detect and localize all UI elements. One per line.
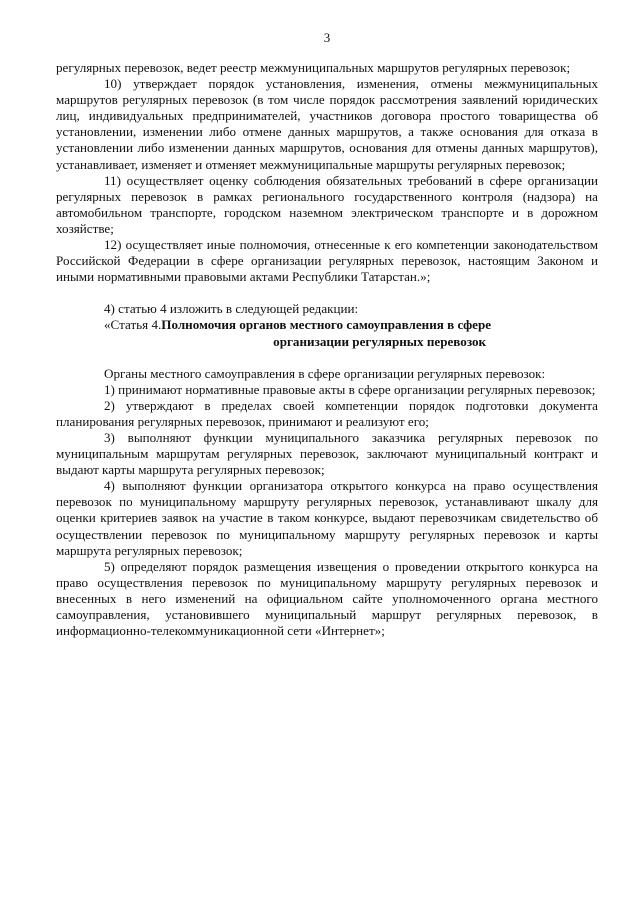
amendment-line: 4) статью 4 изложить в следующей редакции: xyxy=(104,301,359,317)
article-number: «Статья 4. xyxy=(104,317,162,333)
article-title-line-1: Полномочия органов местного самоуправления в сфере xyxy=(161,317,492,333)
paragraph-item-11: 11) осуществляет оценку соблюдения обязательных требований в сфере организации регулярных перевозок в рамках регионального государственного контроля (надзора) на автомобильном транспорте, городском наземном электрическом транспорте и в дорожном хозяйстве; xyxy=(56,172,598,236)
paragraph-item-3: 3) выполняют функции муниципального заказчика регулярных перевозок по муниципальным маршрутам регулярных перевозок, заключают муниципальный контракт и выдают карты маршрута регулярных перевозок; xyxy=(56,429,598,478)
paragraph-continuation: регулярных перевозок, ведет реестр межмуниципальных маршрутов регулярных перевозок; xyxy=(56,60,571,75)
article-heading xyxy=(56,317,598,349)
paragraph-item-12: 12) осуществляет иные полномочия, отнесенные к его компетенции законодательством Российской Федерации в сфере организации регулярных перевозок, настоящим Законом и иными нормативными правовыми актами Республики Татарстан.»; xyxy=(56,237,598,285)
paragraph-item-10: 10) утверждает порядок установления, изменения, отмены межмуниципальных маршрутов регулярных перевозок (в том числе порядок рассмотрения заявлений юридических лиц, индивидуальных предпринимателей, участников договора простого товарищества об установлении, изменении либо отмене данных маршрутов, а также основания для отказа в установлении либо изменении данных маршрутов, основания для отмены данных маршрутов), устанавливает, изменяет и отменяет межмуниципальные маршруты регулярных перевозок; xyxy=(56,76,598,172)
paragraph-item-2: 2) утверждают в пределах своей компетенции порядок подготовки документа планирования регулярных перевозок, принимают и реализуют его; xyxy=(56,397,598,429)
paragraph-item-4: 4) выполняют функции организатора открытого конкурса на право осуществления перевозок по муниципальному маршруту регулярных перевозок, устанавливают шкалу для оценки критериев заявок на участие в таком конкурсе, выдают перевозчикам свидетельство об осуществлении перевозок по муниципальному маршруту регулярных перевозок и карты маршрута регулярных перевозок; xyxy=(56,478,598,558)
paragraph-item-1: 1) принимают нормативные правовые акты в сфере организации регулярных перевозок; xyxy=(104,381,596,397)
document-body xyxy=(56,60,598,639)
article-title-line-2: организации регулярных перевозок xyxy=(273,333,487,349)
article-title xyxy=(161,317,598,349)
page-number: 3 xyxy=(323,30,331,45)
spacer xyxy=(56,285,598,301)
paragraph-intro: Органы местного самоуправления в сфере организации регулярных перевозок: xyxy=(104,365,546,381)
paragraph-item-5: 5) определяют порядок размещения извещения о проведении открытого конкурса на право осуществления перевозок по муниципальному маршруту регулярных перевозок и внесенных в него изменений на официальном сайте уполномоченного органа местного самоуправления, установившего муниципальный маршрут регулярных перевозок, в информационно-телекоммуникационной сети «Интернет»; xyxy=(56,558,598,639)
spacer xyxy=(56,350,598,366)
